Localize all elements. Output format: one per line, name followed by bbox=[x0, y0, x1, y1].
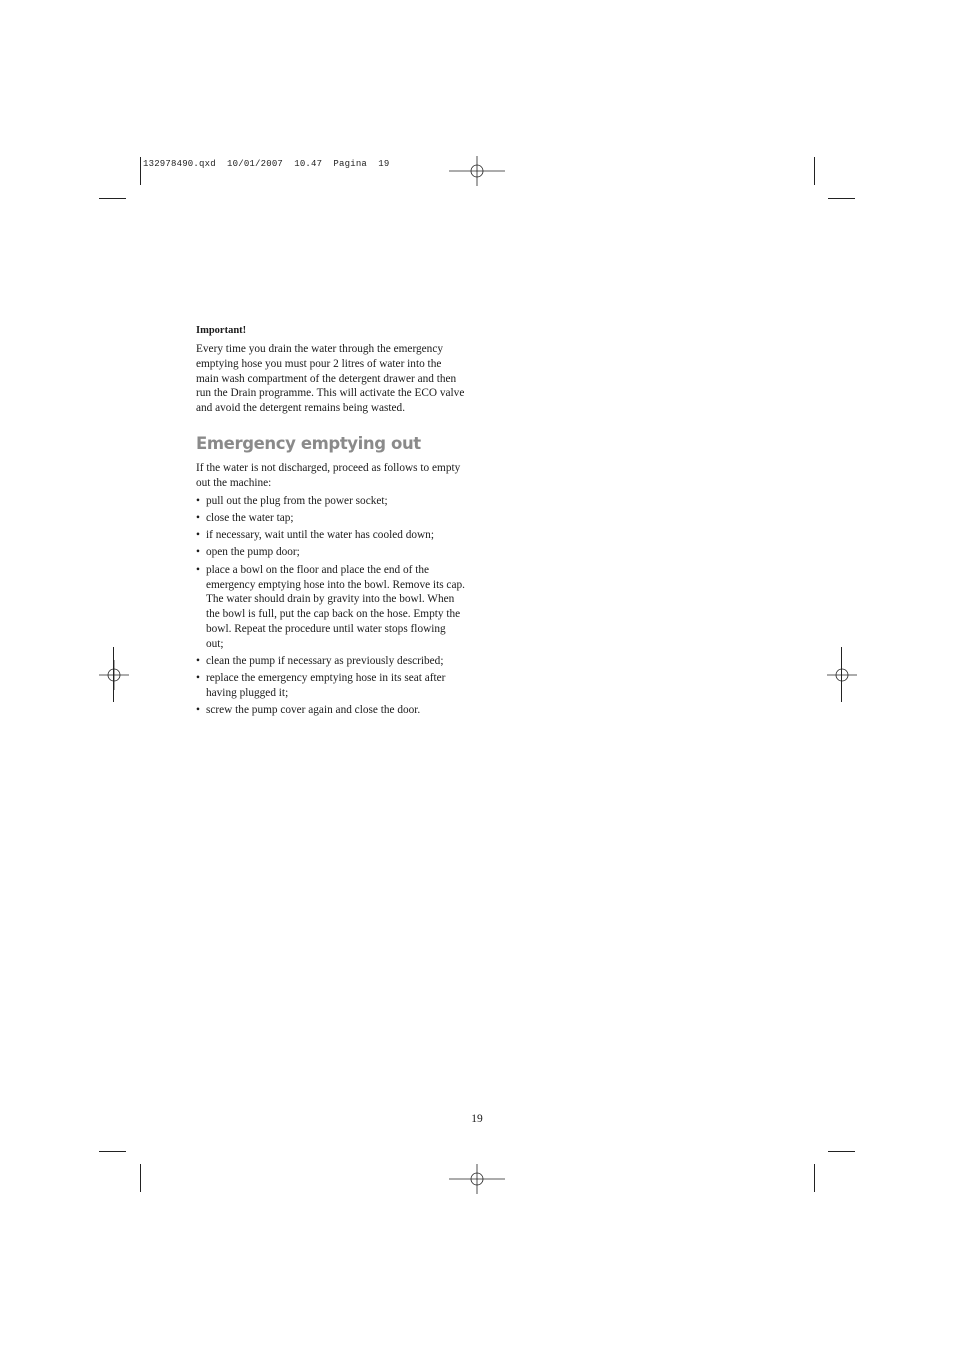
step-text: pull out the plug from the power socket; bbox=[206, 494, 388, 507]
list-item bbox=[196, 528, 466, 543]
step-text: place a bowl on the floor and place the end of the emergency emptying hose into the bowl. Remove its cap. The water should drain by gravity into the bowl. When the bowl is full, put the cap back on the hose. Empty the bowl. Repeat the procedure until water stops flowing out; bbox=[206, 563, 465, 650]
bullet-icon: • bbox=[196, 563, 200, 576]
bullet-icon: • bbox=[196, 511, 200, 524]
section-intro: If the water is not discharged, proceed as follows to empty out the machine: bbox=[196, 461, 461, 489]
list-item bbox=[196, 511, 466, 526]
step-text: close the water tap; bbox=[206, 511, 294, 524]
bullet-icon: • bbox=[196, 546, 200, 559]
bullet-icon: • bbox=[196, 655, 200, 668]
list-item bbox=[196, 703, 466, 718]
registration-mark-top-icon bbox=[449, 156, 505, 186]
registration-mark-left-extension bbox=[113, 647, 114, 702]
crop-mark-top-right-vertical bbox=[814, 157, 815, 185]
step-text: screw the pump cover again and close the door. bbox=[206, 704, 421, 717]
list-item bbox=[196, 545, 466, 560]
crop-mark-bottom-left-vertical bbox=[140, 1164, 141, 1192]
crop-mark-top-left-vertical bbox=[140, 157, 141, 185]
bullet-icon: • bbox=[196, 494, 200, 507]
step-text: if necessary, wait until the water has cooled down; bbox=[206, 529, 434, 542]
bullet-icon: • bbox=[196, 672, 200, 685]
bullet-icon: • bbox=[196, 529, 200, 542]
section-heading: Emergency emptying out bbox=[196, 433, 421, 453]
list-item bbox=[196, 494, 466, 509]
step-text: clean the pump if necessary as previously described; bbox=[206, 655, 444, 668]
important-paragraph: Every time you drain the water through the emergency emptying hose you must pour 2 litres of water into the main wash compartment of the detergent drawer and then run the Drain programme. This will activate the ECO valve and avoid the detergent remains being wasted. bbox=[196, 343, 465, 415]
text-column bbox=[196, 325, 466, 721]
page-number: 19 bbox=[471, 1113, 483, 1125]
steps-list bbox=[196, 494, 466, 719]
registration-mark-bottom-icon bbox=[449, 1164, 505, 1194]
important-label: Important! bbox=[196, 325, 247, 336]
step-text: replace the emergency emptying hose in its seat after having plugged it; bbox=[206, 672, 446, 700]
registration-mark-left-icon bbox=[99, 660, 155, 690]
crop-mark-bottom-left-horizontal bbox=[99, 1151, 126, 1152]
crop-mark-bottom-right-vertical bbox=[814, 1164, 815, 1192]
registration-mark-right-extension bbox=[841, 647, 842, 702]
crop-mark-top-right-horizontal bbox=[828, 198, 855, 199]
list-item bbox=[196, 671, 466, 701]
print-slug: 132978490.qxd 10/01/2007 10.47 Pagina 19 bbox=[143, 159, 390, 169]
crop-mark-top-left-horizontal bbox=[99, 198, 126, 199]
bullet-icon: • bbox=[196, 704, 200, 717]
list-item bbox=[196, 563, 466, 652]
registration-mark-right-icon bbox=[827, 660, 883, 690]
step-text: open the pump door; bbox=[206, 546, 300, 559]
crop-mark-bottom-right-horizontal bbox=[828, 1151, 855, 1152]
list-item bbox=[196, 654, 466, 669]
